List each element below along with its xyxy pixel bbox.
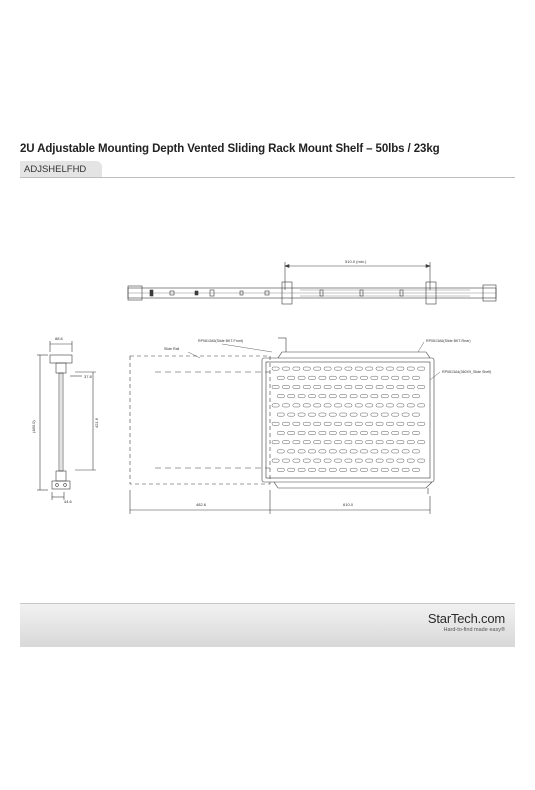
vent-slot — [298, 450, 305, 453]
vent-slot — [371, 450, 378, 453]
vent-slot — [412, 450, 419, 453]
top-view-rail — [128, 262, 496, 304]
vent-slot — [288, 395, 295, 398]
vent-slot — [277, 450, 284, 453]
vent-slot — [334, 367, 341, 370]
vent-slot — [329, 413, 336, 416]
vent-slot — [360, 376, 367, 379]
label-slide-shelf: RP0613A4(360X9_Slide Shelf) — [442, 370, 492, 374]
vent-slot — [319, 468, 326, 471]
vent-slot — [303, 385, 310, 388]
vent-slot — [397, 385, 404, 388]
vent-slot — [329, 376, 336, 379]
vent-slot — [402, 431, 409, 434]
side-overall-height: (480.0) — [31, 420, 36, 433]
vent-slot — [319, 413, 326, 416]
vent-slot — [308, 450, 315, 453]
vent-slot — [340, 413, 347, 416]
vent-slot — [376, 367, 383, 370]
vent-slot — [392, 395, 399, 398]
vent-slot — [303, 422, 310, 425]
vent-slot — [308, 395, 315, 398]
vent-slot — [324, 367, 331, 370]
vent-slot — [334, 459, 341, 462]
vent-slot — [392, 431, 399, 434]
vent-slot — [277, 413, 284, 416]
vent-slot — [386, 367, 393, 370]
product-title: 2U Adjustable Mounting Depth Vented Sliding Rack Mount Shelf – 50lbs / 23kg — [20, 143, 440, 155]
vent-slot — [350, 450, 357, 453]
vent-slot — [371, 431, 378, 434]
label-slide-bkt-rear: RP0613A6(Slide BKT-Rear) — [426, 339, 471, 343]
vent-slot — [407, 404, 414, 407]
vent-slot — [412, 376, 419, 379]
vent-slot — [272, 459, 279, 462]
vent-slot — [397, 459, 404, 462]
vent-slot — [355, 404, 362, 407]
vent-slot — [324, 422, 331, 425]
vent-slot — [324, 385, 331, 388]
vent-slot — [340, 468, 347, 471]
vent-slot — [407, 422, 414, 425]
vent-slot — [371, 395, 378, 398]
vent-slot — [324, 441, 331, 444]
vent-slot — [303, 441, 310, 444]
vent-slot — [360, 395, 367, 398]
brand-logo[interactable] — [428, 611, 505, 633]
vent-slot — [334, 441, 341, 444]
vent-slot — [293, 404, 300, 407]
vent-slot — [334, 385, 341, 388]
vent-slot — [360, 413, 367, 416]
vent-slot — [355, 422, 362, 425]
vent-slot — [308, 431, 315, 434]
vent-slot — [314, 404, 321, 407]
vent-slot — [366, 385, 373, 388]
vent-slot — [407, 367, 414, 370]
vent-slot — [366, 367, 373, 370]
vent-slot — [397, 441, 404, 444]
vent-slot — [381, 413, 388, 416]
vent-slot — [407, 385, 414, 388]
vent-slot — [345, 441, 352, 444]
vent-slot — [381, 395, 388, 398]
vent-slot — [334, 404, 341, 407]
vent-slot — [381, 468, 388, 471]
vent-slot — [298, 395, 305, 398]
vent-slot — [412, 468, 419, 471]
vent-slot — [282, 385, 289, 388]
vent-slot — [350, 413, 357, 416]
vent-slot — [412, 395, 419, 398]
vent-slot — [407, 441, 414, 444]
vent-slot — [277, 376, 284, 379]
vent-slot — [293, 459, 300, 462]
vent-slot — [345, 422, 352, 425]
vent-slot — [407, 459, 414, 462]
vent-slot — [277, 468, 284, 471]
vent-slot — [298, 431, 305, 434]
vent-slot — [329, 450, 336, 453]
vent-slot — [350, 431, 357, 434]
front-dim-right: 610.0 — [343, 502, 354, 507]
vent-slot — [282, 441, 289, 444]
brand-name: StarTech.com — [427, 611, 505, 626]
vent-slot — [366, 404, 373, 407]
side-top-width: 88.6 — [55, 336, 63, 341]
vent-slot — [293, 385, 300, 388]
side-view — [37, 341, 96, 500]
vent-slot — [282, 422, 289, 425]
vent-slot — [272, 385, 279, 388]
vent-slot — [272, 367, 279, 370]
vent-slot — [386, 422, 393, 425]
vent-slot — [371, 413, 378, 416]
brand-tagline: Hard-to-find made easy® — [443, 627, 505, 633]
vent-slot — [288, 450, 295, 453]
vent-slot — [303, 404, 310, 407]
vent-slot — [418, 441, 425, 444]
vent-slot — [329, 431, 336, 434]
vent-slot — [329, 468, 336, 471]
vent-slot — [360, 450, 367, 453]
vent-slot — [397, 422, 404, 425]
vent-slot — [340, 450, 347, 453]
vent-slot — [376, 422, 383, 425]
vent-slot — [314, 422, 321, 425]
vent-slot — [314, 459, 321, 462]
vent-slot — [340, 431, 347, 434]
vent-slot — [386, 404, 393, 407]
vent-slot — [298, 468, 305, 471]
side-bottom-width: 44.6 — [64, 499, 72, 504]
front-dim-left: 482.6 — [196, 502, 207, 507]
vent-slot — [381, 376, 388, 379]
vent-slot — [272, 404, 279, 407]
vent-slot — [345, 404, 352, 407]
vent-slot — [282, 367, 289, 370]
vent-slot — [282, 404, 289, 407]
vent-slot — [371, 468, 378, 471]
vent-slot — [277, 395, 284, 398]
vent-slot — [324, 404, 331, 407]
vent-slot — [319, 431, 326, 434]
vent-slot — [418, 404, 425, 407]
vent-slot — [303, 367, 310, 370]
vent-slot — [418, 422, 425, 425]
vent-slot — [345, 459, 352, 462]
vent-slot — [350, 468, 357, 471]
vent-slot — [402, 413, 409, 416]
vent-slot — [319, 376, 326, 379]
vent-slot — [314, 385, 321, 388]
vent-slot — [308, 413, 315, 416]
vent-slot — [288, 413, 295, 416]
vent-slot — [402, 376, 409, 379]
vent-slot — [376, 441, 383, 444]
vent-slot — [272, 422, 279, 425]
label-slide-rail: Slide Rail — [164, 347, 180, 351]
vent-slot — [345, 367, 352, 370]
vent-slot — [293, 422, 300, 425]
vent-slot — [350, 376, 357, 379]
side-inner-height: 421.6 — [94, 417, 99, 428]
vent-slot — [418, 385, 425, 388]
vent-slot — [314, 367, 321, 370]
vent-slot — [376, 404, 383, 407]
vent-slot — [340, 376, 347, 379]
footer-divider — [20, 603, 515, 604]
vent-slot — [392, 468, 399, 471]
label-slide-bkt-front: RP0613A5(Slide BKT-Front) — [198, 339, 244, 343]
vent-slot — [402, 468, 409, 471]
vent-slot — [293, 441, 300, 444]
vent-slot — [308, 468, 315, 471]
vent-slot — [319, 450, 326, 453]
vent-slot — [355, 385, 362, 388]
vent-slot — [288, 468, 295, 471]
vent-slot — [355, 459, 362, 462]
vent-slot — [402, 395, 409, 398]
vent-slot — [298, 413, 305, 416]
vent-slot — [314, 441, 321, 444]
vent-slot — [402, 450, 409, 453]
vent-slot — [366, 441, 373, 444]
vent-slot — [298, 376, 305, 379]
vent-slot — [350, 395, 357, 398]
vent-slot — [303, 459, 310, 462]
vent-slot — [355, 441, 362, 444]
vent-slot — [376, 459, 383, 462]
vent-slot — [418, 459, 425, 462]
front-view — [130, 338, 440, 514]
vent-slot — [288, 431, 295, 434]
vent-slot — [412, 431, 419, 434]
vent-slot — [308, 376, 315, 379]
vent-slot — [340, 395, 347, 398]
vent-slot — [345, 385, 352, 388]
vent-slot — [360, 468, 367, 471]
vent-slot — [376, 385, 383, 388]
vent-slot — [397, 367, 404, 370]
vent-slot — [319, 395, 326, 398]
vent-slot — [288, 376, 295, 379]
vent-slot — [371, 376, 378, 379]
vent-slot — [381, 431, 388, 434]
vent-slot — [329, 395, 336, 398]
vent-slot — [355, 367, 362, 370]
vent-slot — [282, 459, 289, 462]
vent-slot — [386, 459, 393, 462]
vent-slot — [272, 441, 279, 444]
vent-slot — [386, 441, 393, 444]
vent-slot — [293, 367, 300, 370]
vent-slot — [324, 459, 331, 462]
vent-slot — [386, 385, 393, 388]
vent-slot — [366, 422, 373, 425]
vent-slot — [360, 431, 367, 434]
vent-slot — [412, 413, 419, 416]
vent-slot — [366, 459, 373, 462]
vent-slot — [397, 404, 404, 407]
vent-slot — [392, 413, 399, 416]
sku-tab: ADJSHELFHD — [20, 161, 102, 177]
vent-slot — [334, 422, 341, 425]
side-offset: 37.8 — [84, 374, 92, 379]
vent-slot — [277, 431, 284, 434]
vent-slot — [392, 450, 399, 453]
vent-slot — [392, 376, 399, 379]
vent-slots — [272, 367, 425, 471]
vent-slot — [381, 450, 388, 453]
vent-slot — [418, 367, 425, 370]
top-width-dimension: 510.0 (min.) — [345, 259, 367, 264]
